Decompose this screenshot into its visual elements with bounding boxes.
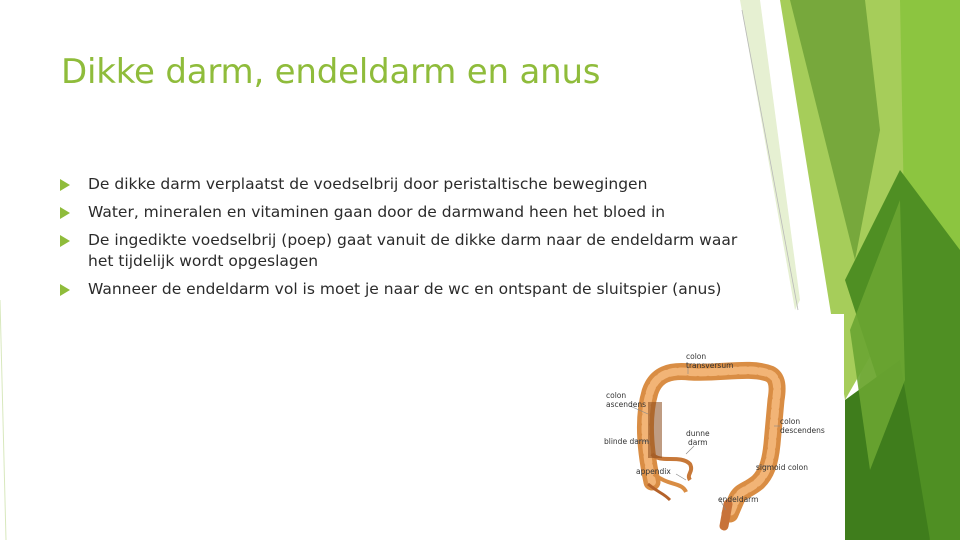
label-colon-transversum: colon: [686, 352, 707, 361]
label-colon-descendens: colon: [780, 417, 801, 426]
label-blinde-darm: blinde darm: [604, 437, 650, 446]
slide-title: Dikke darm, endeldarm en anus: [61, 52, 601, 92]
arrow-bullet-icon: [60, 179, 70, 191]
bullet-text: De ingedikte voedselbrij (poep) gaat vanuit de dikke darm naar de endeldarm waar het tijdelijk wordt opgeslagen: [88, 231, 738, 270]
bullet-item: [60, 230, 760, 272]
bullet-text: Water, mineralen en vitaminen gaan door de darmwand heen het bloed in: [88, 203, 666, 221]
arrow-bullet-icon: [60, 284, 70, 296]
label-dunne-darm: dunne: [686, 429, 710, 438]
large-intestine-diagram: [590, 314, 844, 540]
label-endeldarm: endeldarm: [718, 495, 759, 504]
label-sigmoid-colon: sigmoid colon: [756, 463, 809, 472]
label-colon-descendens-2: descendens: [780, 426, 825, 435]
bullet-text: Wanneer de endeldarm vol is moet je naar de wc en ontspant de sluitspier (anus): [88, 280, 722, 298]
bullet-item: [60, 279, 760, 300]
label-dunne-darm-2: darm: [688, 438, 708, 447]
label-colon-ascendens-2: ascendens: [606, 400, 647, 409]
arrow-bullet-icon: [60, 235, 70, 247]
bullet-text: De dikke darm verplaatst de voedselbrij door peristaltische bewegingen: [88, 175, 648, 193]
label-colon-ascendens: colon: [606, 391, 627, 400]
label-colon-transversum-2: transversum: [686, 361, 734, 370]
arrow-bullet-icon: [60, 207, 70, 219]
bullet-item: [60, 202, 760, 223]
label-appendix: appendix: [636, 467, 671, 476]
bullet-item: [60, 174, 760, 195]
bullet-list: [60, 174, 760, 307]
